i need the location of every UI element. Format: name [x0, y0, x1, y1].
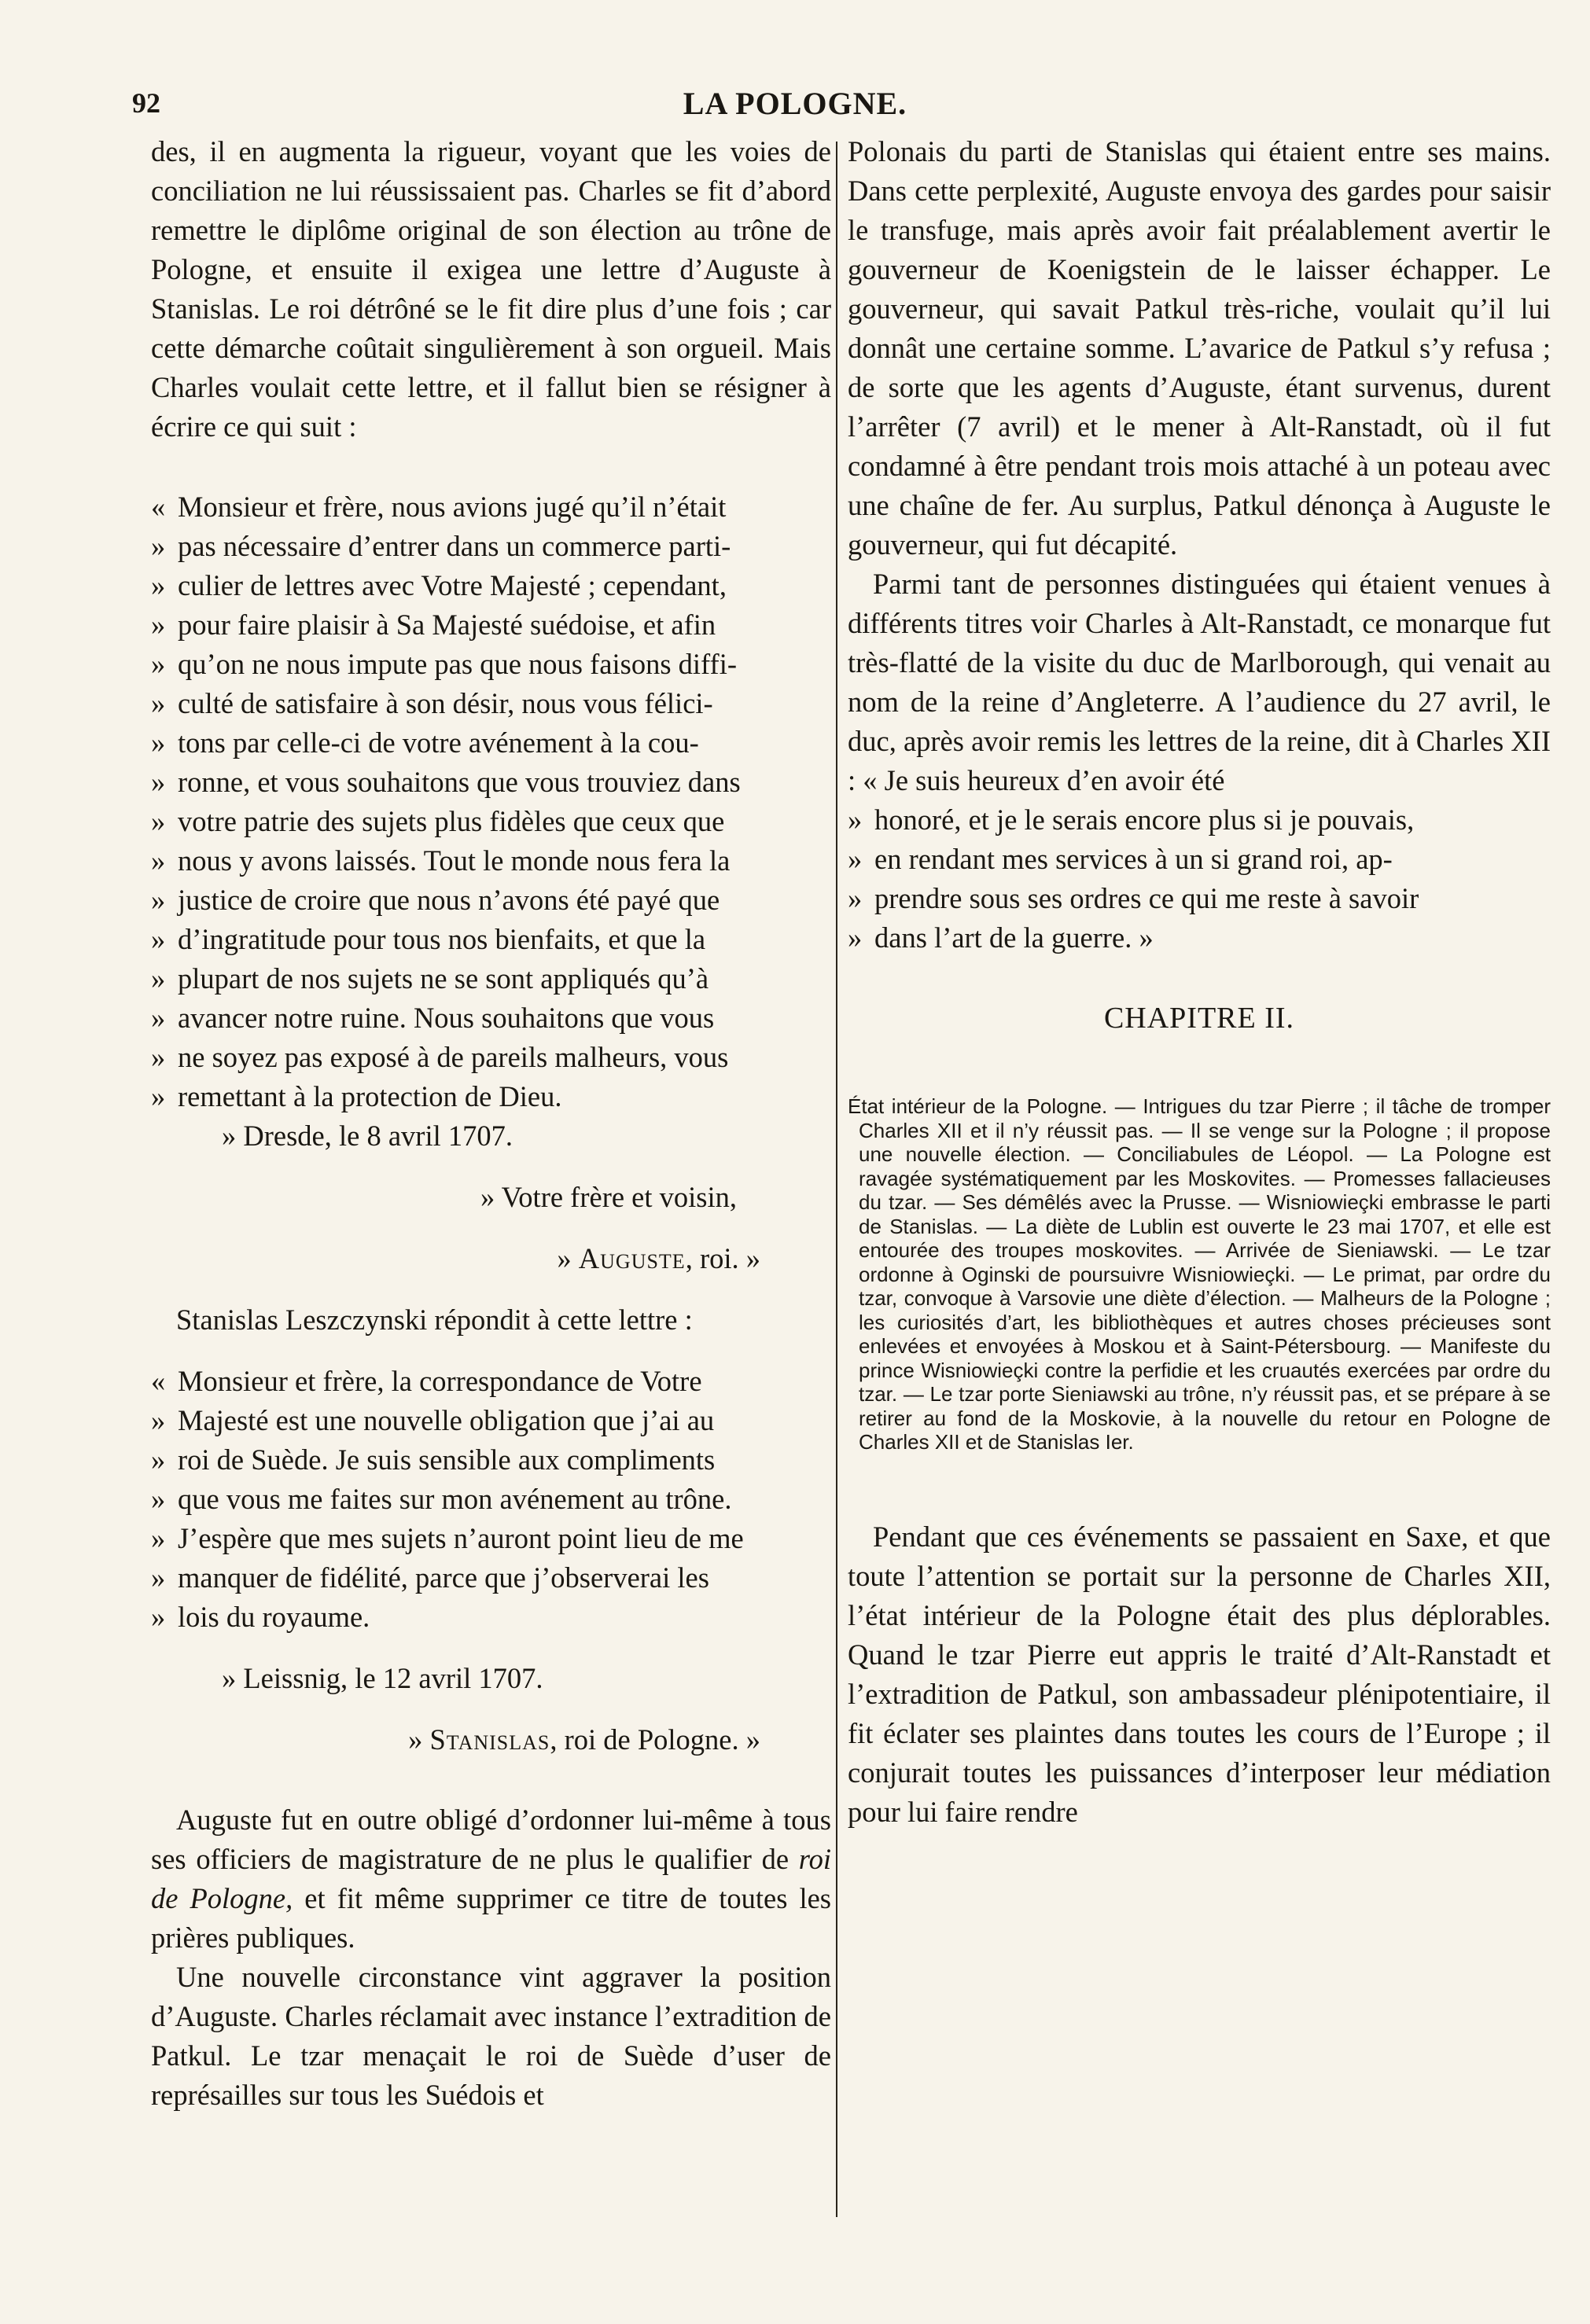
letter-line: » votre patrie des sujets plus fidèles que ceux que: [151, 802, 831, 841]
letter-line: » ne soyez pas exposé à de pareils malheurs, vous: [151, 1038, 831, 1077]
letter-line: » culier de lettres avec Votre Majesté ; cependant,: [151, 566, 831, 605]
letter-line: « Monsieur et frère, nous avions jugé qu’il n’était: [151, 487, 831, 527]
letter-date: » Leissnig, le 12 avril 1707.: [222, 1662, 543, 1694]
letter-signature: » Stanislas, roi de Pologne. »: [408, 1723, 760, 1756]
signature-title: , roi de Pologne. »: [550, 1723, 760, 1756]
quote-line: » honoré, et je le serais encore plus si je pouvais,: [848, 800, 1551, 840]
emphasis: roi de Pologne,: [151, 1843, 831, 1914]
signature-title: , roi. »: [685, 1242, 760, 1274]
letter-signature: » Auguste, roi. »: [557, 1242, 760, 1274]
letter-line: » lois du royaume.: [151, 1598, 831, 1637]
page-header: [0, 79, 1590, 126]
paragraph: Polonais du parti de Stanislas qui étaient entre ses mains. Dans cette perplexité, Auguste envoya des gardes pour saisir le transfuge, mais après avoir fait préalablement avertir le gouverneur de Koenigstein de le laisser échapper. Le gouverneur, qui savait Patkul très-riche, voulait qu’il lui donnât une certaine somme. L’avarice de Patkul s’y refusa ; de sorte que les agents d’Auguste, étant survenus, durent l’arrêter (7 avril) et le mener à Alt-Ranstadt, où il fut condamné à être pendant trois mois attaché à un poteau avec une chaîne de fer. Au surplus, Patkul dénonça à Auguste le gouverneur, qui fut décapité.: [848, 135, 1551, 561]
letter-line: » pas nécessaire d’entrer dans un commerce parti-: [151, 527, 831, 566]
letter-stanislas: [151, 1362, 831, 1760]
letter-line: » d’ingratitude pour tous nos bienfaits, et que la: [151, 920, 831, 959]
signature-name: Stanislas: [429, 1723, 550, 1756]
quote-line: » dans l’art de la guerre. »: [848, 918, 1551, 958]
letter-line: » J’espère que mes sujets n’auront point lieu de me: [151, 1519, 831, 1558]
letter-line: » nous y avons laissés. Tout le monde nous fera la: [151, 841, 831, 881]
paragraph: Parmi tant de personnes distinguées qui étaient venues à différents titres voir Charles à Alt-Ranstadt, ce monarque fut très-flatté de la visite du duc de Marlborough, qui venait au nom de la reine d’Angleterre. A l’audience du 27 avril, le duc, après avoir remis les lettres de la reine, dit à Charles XII : « Je suis heureux d’en avoir été: [848, 568, 1551, 796]
paragraph: des, il en augmenta la rigueur, voyant que les voies de conciliation ne lui réussissaient pas. Charles se fit d’abord remettre le diplôme original de son élection au trône de Pologne, et ensuite il exigea une lettre d’Auguste à Stanislas. Le roi détrôné se le fit dire plus d’une fois ; car cette démarche coûtait singulièrement à son orgueil. Mais Charles voulait cette lettre, et il fallut bien se résigner à écrire ce qui suit :: [151, 135, 831, 443]
chapter-title: CHAPITRE II.: [1103, 1002, 1295, 1035]
paragraph: Pendant que ces événements se passaient en Saxe, et que toute l’attention se portait sur la personne de Charles XII, l’état intérieur de la Pologne était des plus déplorables. Quand le tzar Pierre eut appris le traité d’Alt-Ranstadt et l’extradition de Patkul, son ambassadeur plénipotentiaire, il fit éclater ses plaintes dans toutes les cours de l’Europe ; il conjurait toutes les puissances d’interposer leur médiation pour lui faire rendre: [848, 1520, 1551, 1828]
letter-line: » justice de croire que nous n’avons été payé que: [151, 881, 831, 920]
chapter-summary: État intérieur de la Pologne. — Intrigues du tzar Pierre ; il tâche de tromper Charles XII et il n’y réussit pas. — Il se venge sur la Pologne ; il propose une nouvelle élection. — Conciliabules de Léopol. — La Pologne est ravagée systématiquement par les Moskovites. — Promesses fallacieuses du tzar. — Ses démêlés avec la Prusse. — Wisniowieçki embrasse le parti de Stanislas. — La diète de Lublin est ouverte le 23 mai 1707, et elle est entourée des troupes moskovites. — Arrivée de Sieniawski. — Le tzar ordonne à Oginski de poursuivre Wisniowieçki. — Le primat, par ordre du tzar, convoque à Varsovie une diète d’élection. — Malheurs de la Pologne ; les curiosités d’art, les bibliothèques et autres choses précieuses sont enlevées et envoyées à Moskou et à Saint-Pétersbourg. — Manifeste du prince Wisniowieçki contre la perfidie et les cruautés exercées par ordre du tzar. — Le tzar porte Sieniawski au trône, n’y réussit pas, et se prépare à se retirer au fond de la Moskovie, à la nouvelle du retour en Pologne de Charles XII et de Stanislas Ier.: [848, 1094, 1551, 1454]
letter-closing: » Votre frère et voisin,: [480, 1181, 737, 1213]
quote-line: » en rendant mes services à un si grand roi, ap-: [848, 840, 1551, 879]
left-column: [151, 132, 831, 2115]
letter-line: » Majesté est une nouvelle obligation que j’ai au: [151, 1401, 831, 1440]
letter-line: » que vous me faites sur mon avénement au trône.: [151, 1480, 831, 1519]
letter-line: « Monsieur et frère, la correspondance de Votre: [151, 1362, 831, 1401]
right-column: [848, 132, 1551, 1832]
letter-line: » remettant à la protection de Dieu.: [151, 1077, 831, 1116]
letter-line: » tons par celle-ci de votre avénement à la cou-: [151, 723, 831, 763]
letter-line: » avancer notre ruine. Nous souhaitons que vous: [151, 998, 831, 1038]
running-title: LA POLOGNE.: [683, 86, 907, 121]
letter-line: » manquer de fidélité, parce que j’observerai les: [151, 1558, 831, 1598]
paragraph: Auguste fut en outre obligé d’ordonner lui-même à tous ses officiers de magistrature de ne plus le qualifier de roi de Pologne, et fit même supprimer ce titre de toutes les prières publiques.: [151, 1804, 831, 1954]
letter-line: » qu’on ne nous impute pas que nous faisons diffi-: [151, 645, 831, 684]
letter-line: » ronne, et vous souhaitons que vous trouviez dans: [151, 763, 831, 802]
quote-line: » prendre sous ses ordres ce qui me reste à savoir: [848, 879, 1551, 918]
signature-name: Auguste: [578, 1242, 686, 1274]
letter-line: » plupart de nos sujets ne se sont appliqués qu’à: [151, 959, 831, 998]
letter-auguste: [151, 487, 831, 1278]
letter-date: » Dresde, le 8 avril 1707.: [222, 1120, 513, 1152]
page-number: 92: [132, 87, 160, 119]
column-divider: [836, 142, 837, 2217]
letter-line: » culté de satisfaire à son désir, nous vous félici-: [151, 684, 831, 723]
paragraph: Stanislas Leszczynski répondit à cette lettre :: [176, 1304, 693, 1336]
paragraph: Une nouvelle circonstance vint aggraver la position d’Auguste. Charles réclamait avec instance l’extradition de Patkul. Le tzar menaçait le roi de Suède d’user de représailles sur tous les Suédois et: [151, 1961, 831, 2111]
letter-line: » roi de Suède. Je suis sensible aux compliments: [151, 1440, 831, 1480]
letter-line: » pour faire plaisir à Sa Majesté suédoise, et afin: [151, 605, 831, 645]
